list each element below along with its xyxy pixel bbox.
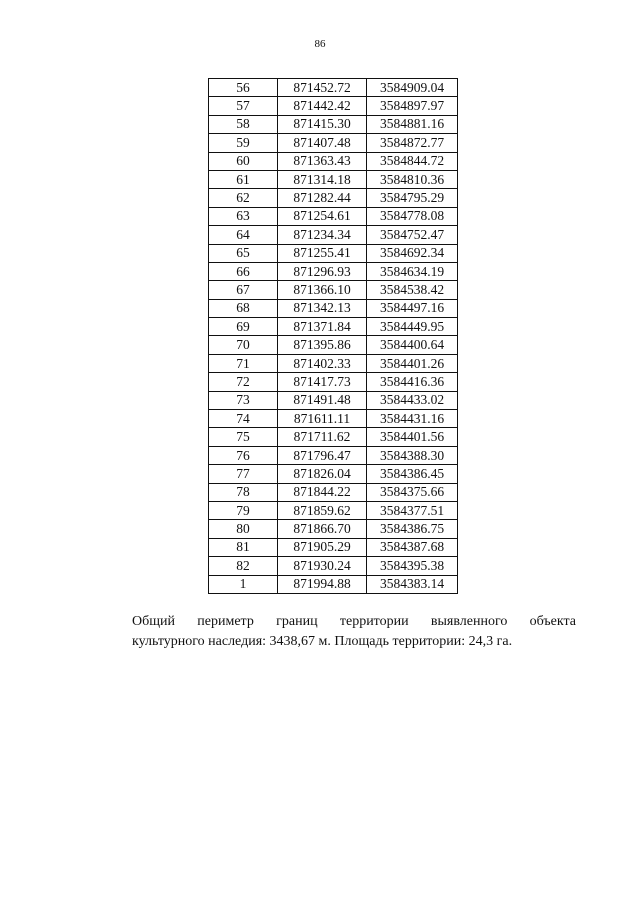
point-number-cell: 70 — [209, 336, 278, 354]
point-number-cell: 75 — [209, 428, 278, 446]
x-coordinate-cell: 871711.62 — [278, 428, 367, 446]
y-coordinate-cell: 3584375.66 — [367, 483, 458, 501]
y-coordinate-cell: 3584400.64 — [367, 336, 458, 354]
table-row — [209, 152, 458, 170]
point-number-cell: 59 — [209, 134, 278, 152]
table-row — [209, 79, 458, 97]
y-coordinate-cell: 3584844.72 — [367, 152, 458, 170]
table-row — [209, 557, 458, 575]
point-number-cell: 73 — [209, 391, 278, 409]
table-row — [209, 501, 458, 519]
x-coordinate-cell: 871452.72 — [278, 79, 367, 97]
y-coordinate-cell: 3584897.97 — [367, 97, 458, 115]
y-coordinate-cell: 3584386.45 — [367, 465, 458, 483]
table-row — [209, 281, 458, 299]
y-coordinate-cell: 3584395.38 — [367, 557, 458, 575]
point-number-cell: 78 — [209, 483, 278, 501]
point-number-cell: 80 — [209, 520, 278, 538]
table-row — [209, 134, 458, 152]
point-number-cell: 81 — [209, 538, 278, 556]
y-coordinate-cell: 3584383.14 — [367, 575, 458, 593]
table-row — [209, 373, 458, 391]
y-coordinate-cell: 3584881.16 — [367, 115, 458, 133]
point-number-cell: 71 — [209, 354, 278, 372]
y-coordinate-cell: 3584795.29 — [367, 189, 458, 207]
x-coordinate-cell: 871491.48 — [278, 391, 367, 409]
coordinates-table — [208, 78, 458, 594]
y-coordinate-cell: 3584416.36 — [367, 373, 458, 391]
x-coordinate-cell: 871905.29 — [278, 538, 367, 556]
x-coordinate-cell: 871402.33 — [278, 354, 367, 372]
y-coordinate-cell: 3584810.36 — [367, 170, 458, 188]
y-coordinate-cell: 3584497.16 — [367, 299, 458, 317]
y-coordinate-cell: 3584449.95 — [367, 318, 458, 336]
y-coordinate-cell: 3584401.26 — [367, 354, 458, 372]
x-coordinate-cell: 871826.04 — [278, 465, 367, 483]
y-coordinate-cell: 3584692.34 — [367, 244, 458, 262]
x-coordinate-cell: 871796.47 — [278, 446, 367, 464]
x-coordinate-cell: 871417.73 — [278, 373, 367, 391]
x-coordinate-cell: 871363.43 — [278, 152, 367, 170]
y-coordinate-cell: 3584386.75 — [367, 520, 458, 538]
x-coordinate-cell: 871342.13 — [278, 299, 367, 317]
coordinates-table-body — [209, 79, 458, 594]
table-row — [209, 189, 458, 207]
y-coordinate-cell: 3584872.77 — [367, 134, 458, 152]
point-number-cell: 68 — [209, 299, 278, 317]
table-row — [209, 244, 458, 262]
x-coordinate-cell: 871234.34 — [278, 226, 367, 244]
table-row — [209, 446, 458, 464]
y-coordinate-cell: 3584431.16 — [367, 410, 458, 428]
table-row — [209, 520, 458, 538]
x-coordinate-cell: 871415.30 — [278, 115, 367, 133]
point-number-cell: 57 — [209, 97, 278, 115]
table-row — [209, 391, 458, 409]
table-row — [209, 318, 458, 336]
y-coordinate-cell: 3584752.47 — [367, 226, 458, 244]
x-coordinate-cell: 871395.86 — [278, 336, 367, 354]
point-number-cell: 76 — [209, 446, 278, 464]
point-number-cell: 61 — [209, 170, 278, 188]
y-coordinate-cell: 3584401.56 — [367, 428, 458, 446]
point-number-cell: 63 — [209, 207, 278, 225]
point-number-cell: 1 — [209, 575, 278, 593]
table-row — [209, 428, 458, 446]
x-coordinate-cell: 871366.10 — [278, 281, 367, 299]
x-coordinate-cell: 871371.84 — [278, 318, 367, 336]
y-coordinate-cell: 3584433.02 — [367, 391, 458, 409]
point-number-cell: 58 — [209, 115, 278, 133]
table-row — [209, 299, 458, 317]
table-row — [209, 226, 458, 244]
point-number-cell: 77 — [209, 465, 278, 483]
y-coordinate-cell: 3584634.19 — [367, 262, 458, 280]
y-coordinate-cell: 3584377.51 — [367, 501, 458, 519]
table-row — [209, 207, 458, 225]
x-coordinate-cell: 871866.70 — [278, 520, 367, 538]
x-coordinate-cell: 871296.93 — [278, 262, 367, 280]
x-coordinate-cell: 871994.88 — [278, 575, 367, 593]
table-row — [209, 465, 458, 483]
point-number-cell: 60 — [209, 152, 278, 170]
page-number: 86 — [314, 38, 326, 50]
x-coordinate-cell: 871255.41 — [278, 244, 367, 262]
x-coordinate-cell: 871314.18 — [278, 170, 367, 188]
point-number-cell: 56 — [209, 79, 278, 97]
table-row — [209, 575, 458, 593]
table-row — [209, 354, 458, 372]
x-coordinate-cell: 871930.24 — [278, 557, 367, 575]
point-number-cell: 62 — [209, 189, 278, 207]
table-row — [209, 262, 458, 280]
point-number-cell: 82 — [209, 557, 278, 575]
table-row — [209, 538, 458, 556]
x-coordinate-cell: 871859.62 — [278, 501, 367, 519]
summary-line-1: Общий периметр границ территории выявленного объекта — [132, 614, 576, 629]
y-coordinate-cell: 3584909.04 — [367, 79, 458, 97]
y-coordinate-cell: 3584387.68 — [367, 538, 458, 556]
point-number-cell: 64 — [209, 226, 278, 244]
table-row — [209, 170, 458, 188]
point-number-cell: 69 — [209, 318, 278, 336]
summary-line-2: культурного наследия: 3438,67 м. Площадь территории: 24,3 га. — [132, 634, 513, 649]
point-number-cell: 72 — [209, 373, 278, 391]
x-coordinate-cell: 871442.42 — [278, 97, 367, 115]
table-row — [209, 97, 458, 115]
y-coordinate-cell: 3584538.42 — [367, 281, 458, 299]
table-row — [209, 115, 458, 133]
point-number-cell: 79 — [209, 501, 278, 519]
x-coordinate-cell: 871611.11 — [278, 410, 367, 428]
table-row — [209, 336, 458, 354]
point-number-cell: 67 — [209, 281, 278, 299]
point-number-cell: 74 — [209, 410, 278, 428]
point-number-cell: 66 — [209, 262, 278, 280]
y-coordinate-cell: 3584778.08 — [367, 207, 458, 225]
x-coordinate-cell: 871282.44 — [278, 189, 367, 207]
table-row — [209, 483, 458, 501]
point-number-cell: 65 — [209, 244, 278, 262]
x-coordinate-cell: 871844.22 — [278, 483, 367, 501]
table-row — [209, 410, 458, 428]
y-coordinate-cell: 3584388.30 — [367, 446, 458, 464]
x-coordinate-cell: 871254.61 — [278, 207, 367, 225]
x-coordinate-cell: 871407.48 — [278, 134, 367, 152]
